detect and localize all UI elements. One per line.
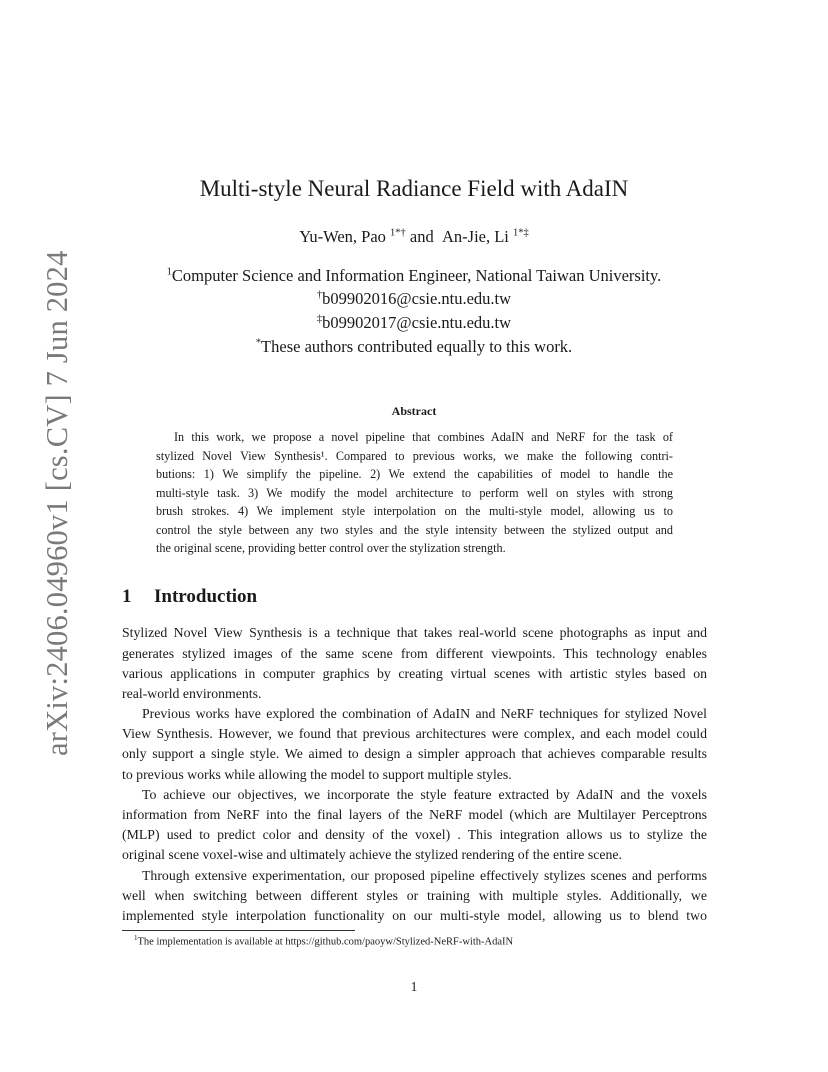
body-line: only support a single style. We aimed to design a simpler approach that achieves comparable results [122, 746, 707, 761]
abstract-line: stylized Novel View Synthesis¹. Compared to previous works, we make the following contri- [156, 449, 673, 463]
body-line: To achieve our objectives, we incorporate the style feature extracted by AdaIN and the voxels [142, 787, 707, 802]
affiliation-mark: † [316, 289, 323, 301]
footnote-mark: 1 [134, 934, 138, 942]
footnote-rule [122, 930, 355, 931]
body-line: generates stylized images of the same scene from different viewpoints. This technology enables [122, 646, 707, 661]
abstract-line: brush strokes. 4) We implement style interpolation on the multi-style model, allowing us to [156, 504, 673, 518]
abstract-line: butions: 1) We simplify the pipeline. 2) We extend the capabilities of model to handle the [156, 467, 673, 481]
paper-title: Multi-style Neural Radiance Field with AdaIN [199, 176, 629, 201]
author-email: b09902017@csie.ntu.edu.tw [322, 313, 512, 332]
body-line: View Synthesis. However, we found that previous architectures were complex, and each model could [122, 726, 707, 741]
page-number: 1 [410, 979, 418, 994]
body-line: information from NeRF into the final layers of the NeRF model (which are Multilayer Perceptrons [122, 807, 707, 822]
section-title: Introduction [154, 586, 258, 607]
affiliation-mark: * [255, 337, 262, 349]
author-email: b09902016@csie.ntu.edu.tw [322, 289, 512, 308]
email-line [0, 313, 828, 333]
body-line: well when switching between different styles or training with multiple styles. Additionally, we [122, 888, 707, 903]
arxiv-sidebar [16, 250, 74, 756]
affiliation-mark: 1 [166, 266, 172, 278]
author-mark: 1*‡ [513, 227, 529, 239]
body-line: Through extensive experimentation, our proposed pipeline effectively stylizes scenes and performs [142, 868, 707, 883]
body-line: Stylized Novel View Synthesis is a technique that takes real-world scene photographs as input and [122, 625, 707, 640]
body-line: various applications in computer graphics by creating virtual scenes with artistic styles based on [122, 666, 707, 681]
equal-contribution-note [0, 337, 828, 357]
author-conjunction: and [409, 227, 434, 246]
abstract-heading: Abstract [391, 404, 437, 418]
body-line: to previous works while allowing the model to support multiple styles. [122, 767, 512, 782]
affiliation-mark: ‡ [316, 313, 323, 325]
affiliation-line [0, 266, 828, 286]
body-line: Previous works have explored the combination of AdaIN and NeRF techniques for stylized Novel [142, 706, 707, 721]
footnote [134, 934, 513, 948]
section-heading [122, 586, 257, 608]
arxiv-identifier: arXiv:2406.04960v1 [cs.CV] 7 Jun 2024 [40, 250, 74, 756]
body-line: original scene voxel-wise and ultimately achieve the stylized rendering of the entire scene. [122, 847, 622, 862]
footnote-text: The implementation is available at https://github.com/paoyw/Stylized-NeRF-with-AdaIN [137, 936, 514, 948]
author-name: An-Jie, Li [441, 227, 509, 246]
body-line: real-world environments. [122, 686, 262, 701]
email-line [0, 289, 828, 309]
abstract-line: In this work, we propose a novel pipeline that combines AdaIN and NeRF for the task of [174, 430, 673, 444]
affiliation-text: Computer Science and Information Engineer, National Taiwan University. [171, 266, 662, 285]
body-line: (MLP) used to predict color and density of the voxel) . This integration allows us to stylize the [122, 827, 707, 842]
author-line [0, 227, 828, 247]
abstract-line: multi-style task. 3) We modify the model architecture to perform well on styles with strong [156, 486, 673, 500]
body-line: implemented style interpolation functionality on our multi-style model, allowing us to blend two [122, 908, 707, 923]
abstract-line: the original scene, providing better control over the stylization strength. [156, 541, 506, 555]
note-text: These authors contributed equally to this work. [261, 337, 573, 356]
abstract-line: control the style between any two styles and the style intensity between the stylized output and [156, 523, 673, 537]
section-number: 1 [122, 586, 132, 607]
author-mark: 1*† [390, 227, 406, 239]
author-name: Yu-Wen, Pao [299, 227, 386, 246]
